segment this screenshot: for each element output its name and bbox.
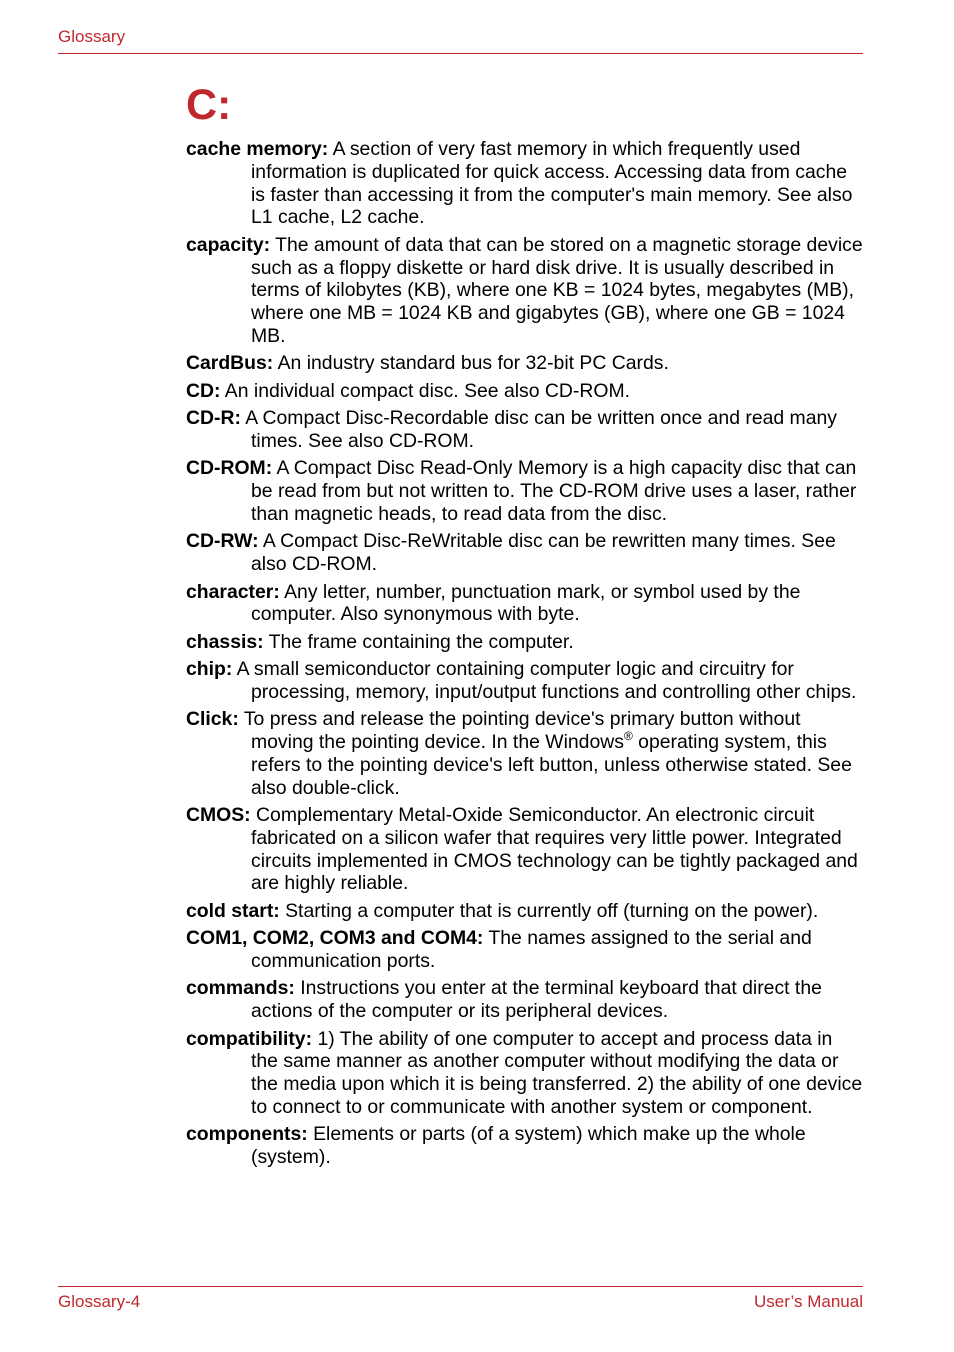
glossary-entries <box>186 138 864 1174</box>
entry-definition: An individual compact disc. See also CD-ROM. <box>224 379 631 402</box>
glossary-entry <box>186 234 864 348</box>
entry-definition: The frame containing the computer. <box>268 630 574 653</box>
entry-definition: The names assigned to the serial and communication ports. <box>251 927 812 973</box>
registered-mark: ® <box>623 729 633 744</box>
manual-title: User’s Manual <box>754 1292 863 1311</box>
section-heading: C: <box>186 81 232 129</box>
entry-term: character: <box>186 580 280 603</box>
glossary-entry <box>186 530 864 576</box>
entry-definition: Starting a computer that is currently off (turning on the power). <box>285 899 819 922</box>
glossary-entry <box>186 1123 864 1169</box>
entry-definition: A section of very fast memory in which frequently used information is duplicated for quick access. Accessing data from cache is faster than accessing it from the computer's main memory. See also L1 cache, L2 cache. <box>251 138 853 229</box>
entry-term: Click: <box>186 708 239 731</box>
entry-term: compatibility: <box>186 1027 313 1050</box>
entry-term: components: <box>186 1123 308 1146</box>
glossary-entry <box>186 581 864 627</box>
glossary-entry <box>186 658 864 704</box>
glossary-entry <box>186 977 864 1023</box>
entry-definition: A Compact Disc-ReWritable disc can be rewritten many times. See also CD-ROM. <box>251 530 836 576</box>
glossary-entry <box>186 900 864 923</box>
entry-term: chassis: <box>186 630 264 653</box>
glossary-entry <box>186 380 864 403</box>
page-number: Glossary-4 <box>58 1292 141 1311</box>
entry-term: CD: <box>186 379 221 402</box>
glossary-entry <box>186 1028 864 1119</box>
glossary-entry <box>186 708 864 799</box>
entry-term: cold start: <box>186 899 280 922</box>
entry-term: commands: <box>186 977 295 1000</box>
glossary-entry <box>186 927 864 973</box>
entry-definition: Instructions you enter at the terminal keyboard that direct the actions of the computer or its peripheral devices. <box>251 977 822 1023</box>
entry-definition: A Compact Disc Read-Only Memory is a high capacity disc that can be read from but not written to. The CD-ROM drive uses a laser, rather than magnetic heads, to read data from the disc. <box>251 457 857 525</box>
entry-definition: 1) The ability of one computer to accept and process data in the same manner as another computer without modifying the data or the media upon which it is being transferred. 2) the ability of one device to connect to or communicate with another system or component. <box>251 1027 863 1118</box>
entry-term: cache memory: <box>186 138 329 160</box>
glossary-entry <box>186 352 864 375</box>
glossary-entry <box>186 457 864 525</box>
entry-term: COM1, COM2, COM3 and COM4: <box>186 927 484 950</box>
entry-definition: An industry standard bus for 32-bit PC Cards. <box>277 352 669 375</box>
entry-definition-cont: operating system, this refers to the pointing device's left button, unless otherwise stated. See also double-click. <box>251 731 852 799</box>
entry-definition: To press and release the pointing device's primary button without moving the pointing device. In the Windows <box>243 708 801 754</box>
entry-term: CD-RW: <box>186 530 259 553</box>
glossary-entry <box>186 804 864 895</box>
glossary-entry <box>186 407 864 453</box>
entry-term: chip: <box>186 658 233 681</box>
entry-term: CD-ROM: <box>186 457 273 480</box>
running-header: Glossary <box>58 27 126 46</box>
entry-term: CD-R: <box>186 407 241 430</box>
entry-term: capacity: <box>186 233 271 256</box>
glossary-entry <box>186 138 864 229</box>
entry-definition: Complementary Metal-Oxide Semiconductor. An electronic circuit fabricated on a silicon wafer that requires very little power. Integrated circuits implemented in CMOS technology can be tightly packaged and are highly reliable. <box>251 804 858 895</box>
glossary-entry <box>186 631 864 654</box>
entry-definition: Elements or parts (of a system) which make up the whole (system). <box>251 1123 806 1169</box>
entry-definition: Any letter, number, punctuation mark, or symbol used by the computer. Also synonymous with byte. <box>251 580 801 626</box>
entry-definition: A Compact Disc-Recordable disc can be written once and read many times. See also CD-ROM. <box>245 407 837 452</box>
entry-definition: A small semiconductor containing computer logic and circuitry for processing, memory, input/output functions and controlling other chips. <box>236 658 857 703</box>
footer-rule <box>58 1286 863 1287</box>
entry-term: CardBus: <box>186 352 274 375</box>
entry-definition: The amount of data that can be stored on a magnetic storage device such as a floppy diskette or hard disk drive. It is usually described in terms of kilobytes (KB), where one KB = 1024 bytes, megabytes (MB), where one MB = 1024 KB and gigabytes (GB), where one GB = 1024 MB. <box>251 233 863 347</box>
header-rule <box>58 53 863 54</box>
entry-term: CMOS: <box>186 804 251 827</box>
